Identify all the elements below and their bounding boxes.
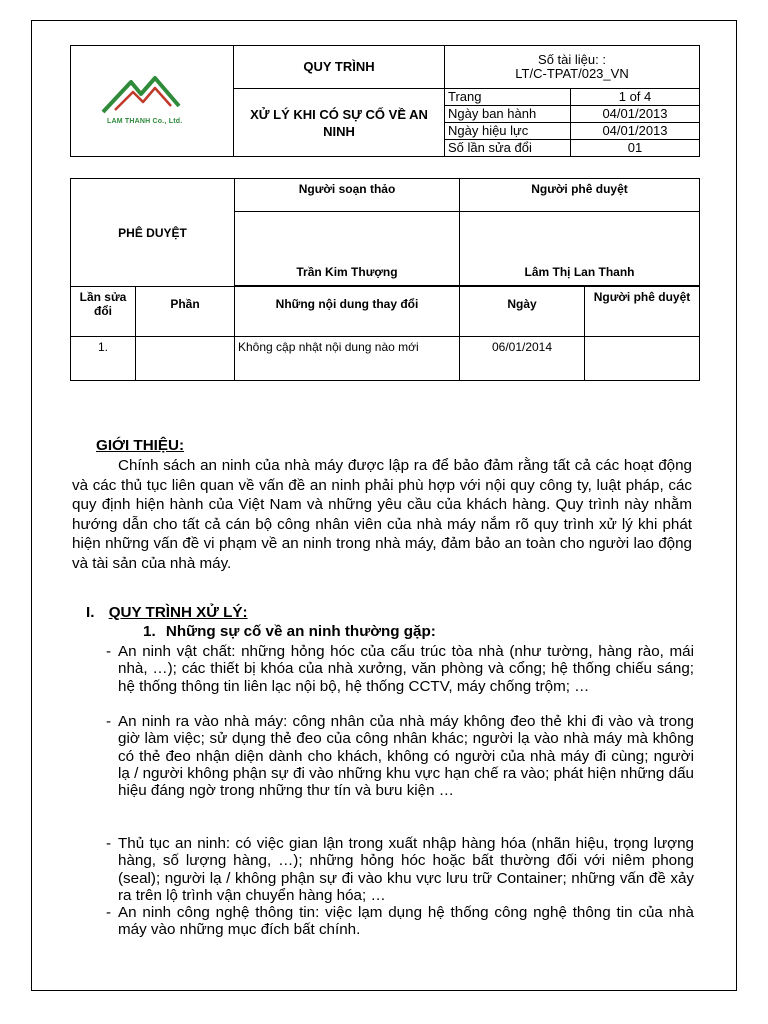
doc-number: LT/C-TPAT/023_VN: [515, 66, 629, 81]
subsection-number: 1.: [143, 623, 156, 640]
approver-name: Lâm Thị Lan Thanh: [460, 212, 700, 286]
approver-label: Người phê duyệt: [460, 179, 700, 212]
meta-label: Số lần sửa đổi: [445, 140, 571, 157]
cell-approver: [585, 337, 700, 381]
section-heading-text: QUY TRÌNH XỬ LÝ:: [108, 604, 248, 621]
list-item-text: An ninh vật chất: những hỏng hóc của cấu trúc tòa nhà (như tường, hàng rào, mái nhà, …); các thiết bị khóa của nhà xưởng, văn phòng và cổng; hệ thống chiếu sáng; hệ thống thông tin liên lạc nội bộ, hệ thống CCTV, máy chống trộm; …: [118, 643, 694, 695]
list-item-text: Thủ tục an ninh: có việc gian lận trong xuất nhập hàng hóa (nhãn hiệu, trọng lượng hàng, số lượng hàng, …); những hỏng hóc hoặc bất thường đối với niêm phong (seal); người lạ / không phận sự đi vào khu vực lưu trữ Container; những vấn đề xảy ra trên lộ trình vận chuyển hàng hóa; …: [118, 835, 694, 904]
list-item: - Thủ tục an ninh: có việc gian lận trong xuất nhập hàng hóa (nhãn hiệu, trọng lượng hàng, số lượng hàng, …); những hỏng hóc hoặc bất thường đối với niêm phong (seal); người lạ / không phận sự đi vào khu vực lưu trữ Container; những vấn đề xảy ra trên lộ trình vận chuyển hàng hóa; …: [106, 835, 694, 904]
meta-label: Ngày hiệu lực: [445, 123, 571, 140]
intro-heading: [96, 436, 706, 456]
intro-paragraph: Chính sách an ninh của nhà máy được lập ra để bảo đảm rằng tất cả các hoạt động và các thủ tục liên quan về vấn đề an ninh phải phù hợp với nội quy công ty, luật pháp, các quy định hiện hành của Việt Nam và những yêu cầu của khách hàng. Quy trình này nhằm hướng dẫn cho tất cả cán bộ công nhân viên của nhà máy nắm rõ quy trình xử lý khi phát hiện những vấn đề vi phạm về an ninh trong nhà máy, đảm bảo an toàn cho người lao động và tài sản của nhà máy.: [72, 457, 692, 572]
col-approver: Người phê duyệt: [585, 287, 700, 337]
col-section: Phần: [136, 287, 235, 337]
col-revision: Lần sửa đổi: [71, 287, 136, 337]
approval-title: PHÊ DUYỆT: [71, 179, 235, 287]
logo-text: LAM THANH Co., Ltd.: [107, 118, 183, 125]
drafter-label: Người soạn thảo: [235, 179, 460, 212]
col-changes: Những nội dung thay đổi: [235, 287, 460, 337]
meta-label: Ngày ban hành: [445, 106, 571, 123]
document-header-table: [70, 45, 700, 157]
section-number: I.: [86, 604, 95, 621]
approval-table: [70, 178, 700, 381]
doc-number-label: Số tài liệu: :: [538, 52, 606, 67]
col-date: Ngày: [460, 287, 585, 337]
meta-value: 04/01/2013: [571, 123, 700, 140]
meta-value: 01: [571, 140, 700, 157]
meta-label: Trang: [445, 89, 571, 106]
cell-changes: Không cập nhật nội dung nào mới: [235, 337, 460, 381]
intro-heading-text: GIỚI THIỆU:: [96, 437, 185, 454]
list-item-text: An ninh ra vào nhà máy: công nhân của nhà máy không đeo thẻ khi đi vào và trong giờ làm việc; sử dụng thẻ đeo của công nhân khác; người lạ vào nhà máy mà không có thẻ đeo nhận diện dành cho khách, không có người của nhà máy đi cùng; người lạ / người không phận sự đi vào những khu vực hạn chế ra vào; phát hiện những dấu hiệu đáng ngờ trong những thư tín và bưu kiện …: [118, 713, 694, 800]
meta-value: 04/01/2013: [571, 106, 700, 123]
subsection-heading: [143, 622, 753, 642]
cell-revision: 1.: [71, 337, 136, 381]
logo-cell: [71, 46, 234, 157]
doc-type: QUY TRÌNH: [234, 46, 445, 89]
list-item: - An ninh ra vào nhà máy: công nhân của nhà máy không đeo thẻ khi đi vào và trong giờ làm việc; sử dụng thẻ đeo của công nhân khác; người lạ vào nhà máy mà không có thẻ đeo nhận diện dành cho khách, không có người của nhà máy đi cùng; người lạ / người không phận sự đi vào những khu vực hạn chế ra vào; phát hiện những dấu hiệu đáng ngờ trong những thư tín và bưu kiện …: [106, 713, 694, 800]
list-item: - An ninh công nghệ thông tin: việc lạm dụng hệ thống công nghệ thông tin của nhà máy vào những mục đích bất chính.: [106, 904, 694, 939]
mountain-logo-icon: [71, 46, 233, 160]
section-heading: [86, 603, 696, 623]
cell-section: [136, 337, 235, 381]
subsection-heading-text: Những sự cố về an ninh thường gặp:: [165, 623, 436, 640]
cell-date: 06/01/2014: [460, 337, 585, 381]
doc-title: XỬ LÝ KHI CÓ SỰ CỐ VỀ AN NINH: [234, 89, 445, 157]
list-item: - An ninh vật chất: những hỏng hóc của cấu trúc tòa nhà (như tường, hàng rào, mái nhà, …); các thiết bị khóa của nhà xưởng, văn phòng và cổng; hệ thống chiếu sáng; hệ thống thông tin liên lạc nội bộ, hệ thống CCTV, máy chống trộm; …: [106, 643, 694, 695]
list-item-text: An ninh công nghệ thông tin: việc lạm dụng hệ thống công nghệ thông tin của nhà máy vào những mục đích bất chính.: [118, 904, 694, 939]
meta-value: 1 of 4: [571, 89, 700, 106]
doc-number-cell: [445, 46, 700, 89]
drafter-name: Trần Kim Thượng: [235, 212, 460, 286]
